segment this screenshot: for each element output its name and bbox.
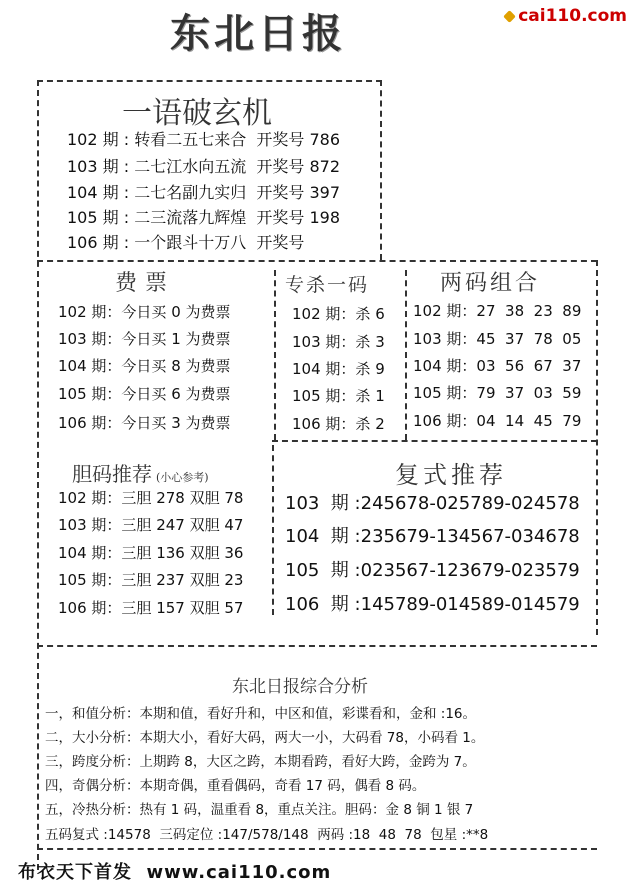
list-item: 104 期：杀 9 [292,360,385,378]
list-item [285,556,580,582]
frame-top-line [37,80,382,82]
analysis-line: 五，冷热分析：热有 1 码，温重看 8，重点关注。胆码：金 8 铜 1 银 7 [45,802,474,818]
issue-label: 102 期 [67,130,119,149]
draw-label: 开奖号 [256,208,305,227]
issue-label: 102 期 [413,302,462,320]
issue-label: 105 期 [67,208,119,227]
list-item: 102 期：今日买 0 为费票 [58,303,231,321]
list-item: 105 期 : 二三流落九辉煌 开奖号 198 [67,208,341,227]
draw-number: 198 [309,208,341,227]
list-item: 103 期：45 37 78 05 [413,330,582,348]
free-ticket-text: 今日买 0 为费票 [121,303,231,321]
issue-label: 103 期 [413,330,462,348]
list-item: 105 期：杀 1 [292,387,385,405]
kill-text: 杀 3 [355,333,385,351]
list-item: 102 期：三胆 278 双胆 78 [58,489,244,507]
issue-label: 104 期 [58,544,107,562]
issue-label: 105 期 [285,560,349,581]
courage-note: (小心参考) [156,471,209,484]
issue-label: 105 期 [58,385,107,403]
list-item: 104 期：今日买 8 为费票 [58,357,231,375]
list-item: 104 期 : 二七名副九实归 开奖号 397 [67,183,341,202]
issue-label: 106 期 [58,599,107,617]
list-item: 106 期：三胆 157 双胆 57 [58,599,244,617]
issue-label: 106 期 [58,414,107,432]
list-item: 103 期：今日买 1 为费票 [58,330,231,348]
site-badge-text: cai110.com [518,6,627,26]
site-logo-icon [503,10,516,23]
issue-label: 106 期 [67,233,119,252]
list-item: 106 期 : 一个跟斗十万八 开奖号 [67,233,305,252]
courage-text: 三胆 247 双胆 47 [121,516,244,534]
riddle-text: 转看二五七来合 [134,130,247,149]
issue-label: 103 期 [292,333,341,351]
list-item: 106 期：今日买 3 为费票 [58,414,231,432]
frame-right-line [596,260,598,635]
footer-text: 布衣天下首发 www.cai110.com [18,862,332,883]
divider-analysis [37,645,597,647]
analysis-line: 四，奇偶分析：本期奇偶，重看偶码，奇看 17 码，偶看 8 码。 [45,778,426,794]
draw-number: 872 [309,157,341,176]
frame-left-line [37,80,39,870]
divider-v-kill [274,270,276,440]
two-code-numbers: 04 14 45 79 [476,412,582,430]
free-ticket-text: 今日买 1 为费票 [121,330,231,348]
list-item: 102 期 : 转看二五七来合 开奖号 786 [67,130,341,149]
divider-mid-top [37,260,597,262]
kill-text: 杀 6 [355,305,385,323]
frame-bottom-line [37,848,597,850]
analysis-line: 三，跨度分析：上期跨 8，大区之跨，本期看跨，看好大跨，金跨为 7。 [45,754,476,770]
list-item: 104 期：三胆 136 双胆 36 [58,544,244,562]
list-item: 102 期：27 38 23 89 [413,302,582,320]
list-item: 103 期：杀 3 [292,333,385,351]
issue-label: 106 期 [285,594,349,615]
draw-label: 开奖号 [256,183,305,202]
riddle-text: 二七江水向五流 [134,157,247,176]
draw-number: 786 [309,130,341,149]
analysis-line: 二，大小分析：本期大小，看好大码，两大一小，大码看 78，小码看 1。 [45,730,485,746]
newspaper-logo: 东北日报 [170,10,346,57]
compound-numbers: :245678-025789-024578 [354,493,580,514]
compound-numbers: :145789-014589-014579 [354,594,580,615]
issue-label: 103 期 [67,157,119,176]
two-code-numbers: 03 56 67 37 [476,357,582,375]
kill-one-title: 专杀一码 [285,274,370,296]
two-code-numbers: 45 37 78 05 [476,330,582,348]
divider-mid-bottom [272,440,597,442]
riddle-text: 二三流落九辉煌 [134,208,247,227]
divider-v-two [405,270,407,440]
courage-text: 三胆 157 双胆 57 [121,599,244,617]
draw-number: 397 [309,183,341,202]
issue-label: 104 期 [67,183,119,202]
issue-label: 103 期 [285,493,349,514]
two-code-title: 两码组合 [440,271,541,296]
issue-label: 103 期 [58,516,107,534]
courage-text: 三胆 237 双胆 23 [121,571,244,589]
issue-label: 105 期 [292,387,341,405]
free-ticket-text: 今日买 8 为费票 [121,357,231,375]
two-code-numbers: 27 38 23 89 [476,302,582,320]
list-item: 102 期：杀 6 [292,305,385,323]
list-item: 105 期：79 37 03 59 [413,384,582,402]
issue-label: 105 期 [58,571,107,589]
issue-label: 106 期 [292,415,341,433]
draw-label: 开奖号 [256,233,305,252]
divider-v-compound [272,445,274,615]
riddle-text: 二七名副九实归 [134,183,247,202]
issue-label: 102 期 [292,305,341,323]
list-item: 105 期：三胆 237 双胆 23 [58,571,244,589]
list-item [285,522,580,548]
riddle-text: 一个跟斗十万八 [134,233,247,252]
issue-label: 104 期 [285,526,349,547]
issue-label: 104 期 [292,360,341,378]
free-ticket-title: 费票 [115,271,176,296]
draw-label: 开奖号 [256,157,305,176]
analysis-title: 东北日报综合分析 [232,677,368,697]
riddle-title: 一语破玄机 [122,96,272,131]
site-badge[interactable] [505,6,627,26]
list-item: 103 期 : 二七江水向五流 开奖号 872 [67,157,341,176]
list-item: 103 期：三胆 247 双胆 47 [58,516,244,534]
list-item: 104 期：03 56 67 37 [413,357,582,375]
issue-label: 102 期 [58,489,107,507]
free-ticket-text: 今日买 3 为费票 [121,414,231,432]
compound-title: 复式推荐 [395,461,507,489]
frame-right-top-line [380,80,382,260]
analysis-line: 一，和值分析：本期和值，看好升和，中区和值，彩谍看和，金和 :16。 [45,706,477,722]
issue-label: 102 期 [58,303,107,321]
list-item [285,590,580,616]
two-code-numbers: 79 37 03 59 [476,384,582,402]
issue-label: 104 期 [58,357,107,375]
kill-text: 杀 9 [355,360,385,378]
issue-label: 103 期 [58,330,107,348]
issue-label: 106 期 [413,412,462,430]
issue-label: 105 期 [413,384,462,402]
list-item [285,489,580,515]
list-item: 105 期：今日买 6 为费票 [58,385,231,403]
list-item: 106 期：杀 2 [292,415,385,433]
kill-text: 杀 1 [355,387,385,405]
compound-numbers: :235679-134567-034678 [354,526,580,547]
compound-numbers: :023567-123679-023579 [354,560,580,581]
courage-text: 三胆 136 双胆 36 [121,544,244,562]
courage-text: 三胆 278 双胆 78 [121,489,244,507]
courage-title [72,458,209,487]
draw-label: 开奖号 [256,130,305,149]
list-item: 106 期：04 14 45 79 [413,412,582,430]
free-ticket-text: 今日买 6 为费票 [121,385,231,403]
kill-text: 杀 2 [355,415,385,433]
analysis-line: 五码复式 :14578 三码定位 :147/578/148 两码 :18 48 78 包星 :**8 [45,827,489,843]
courage-title-text: 胆码推荐 [72,462,152,486]
issue-label: 104 期 [413,357,462,375]
